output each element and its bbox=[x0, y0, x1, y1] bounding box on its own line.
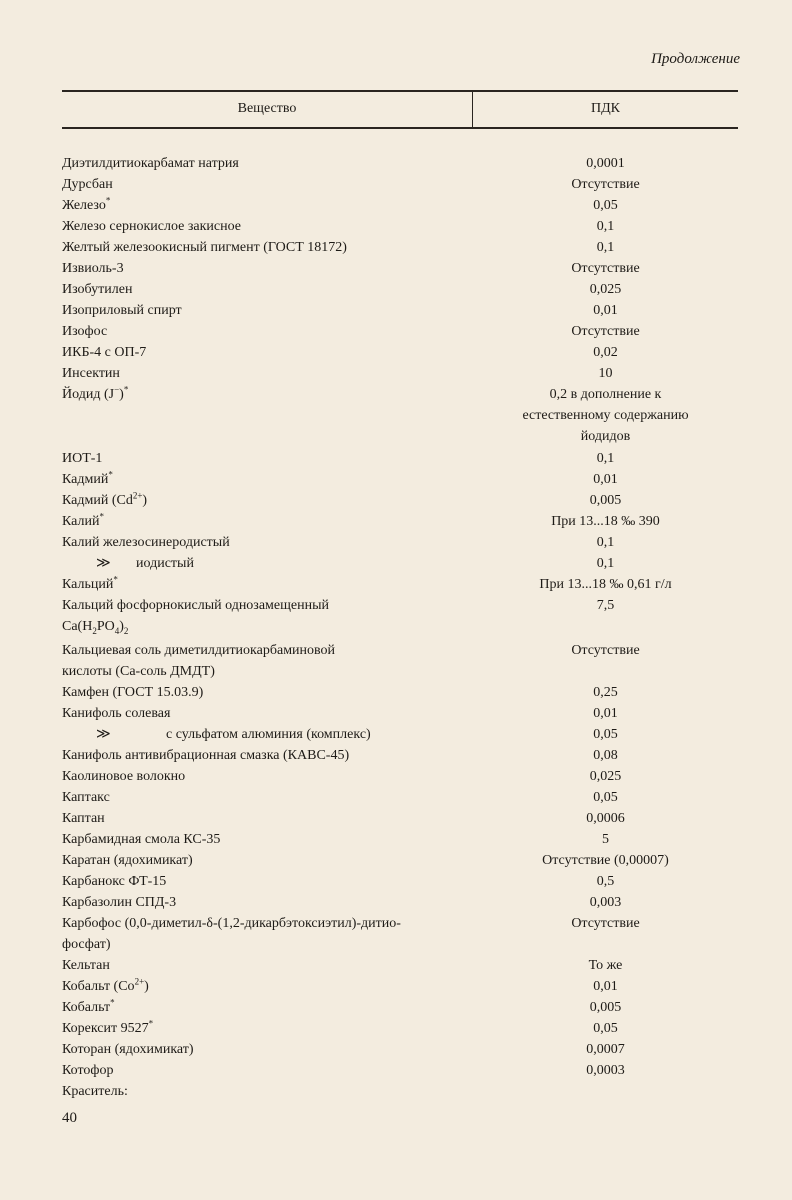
column-header-substance: Вещество bbox=[237, 101, 297, 116]
continuation-label: Продолжение bbox=[651, 51, 740, 67]
column-header-pdk: ПДК bbox=[591, 101, 620, 116]
page-number: 40 bbox=[62, 1110, 77, 1126]
document-page: Продолжение Вещество ПДК Диэтилдитиокарбамат натрия 0,0001 Дурсбан Отсутствие Железо* 0,05 Железо сернокислое закисное 0,1 Желтый железоокисный пигмент (ГОСТ 18172) 0,1 Извиоль-3 Отсутствие Изобутилен 0,025 Изоприловый спирт 0,01 Изофос Отсутствие ИКБ-4 с ОП-7 0,02 Инсектин 10 Йодид (J−)* 0,2 в дополнение к естественному содержанию йодидов ИОТ-1 0,1 Кадмий* 0,01 Кадмий $(Cd^{2+})$ 0,005 Калий* При 13...18 ‰ 390 Калий железосинеродистый 0,1 ≫ иодистый 0,1 Кальций* При 13...18 ‰ 0,61 г/л Кальций фосфорнокислый однозамещенный 7,5 $Ca(H_2PO_4)_2$ Кальциевая соль диметилдитиокарбаминовой Отсутствие кислоты (Са-соль ДМДТ) Камфен (ГОСТ 15.03.9) 0,25 Канифоль солевая 0,01 ≫ с сульфатом алюминия (комплекс) 0,05 Канифоль антивибрационная смазка (КАВС-45) 0,08 Каолиновое волокно 0,025 Каптакс 0,05 Каптан 0,0006 Карбамидная смола КС-35 5 Каратан (ядохимикат) Отсутствие (0,00007) Карбанокс ФТ-15 0,5 Карбазолин СПД-3 0,003 Карбофос (0,0-диметил-δ-(1,2-дикарбэтоксиэтил)-дитио- Отсутствие фосфат) Кельтан То же Кобальт $(Co^{2+})$ 0,01 Кобальт* 0,005 Корексит 9527* 0,05 Которан (ядохимикат) 0,0007 Котофор 0,0003 Краситель: 40 bbox=[62, 51, 740, 1126]
ditto-mark-icon: ≫ bbox=[96, 556, 111, 571]
table-top-rule bbox=[62, 90, 738, 92]
table-header-rule bbox=[62, 127, 738, 129]
ditto-mark-icon: ≫ bbox=[96, 727, 111, 742]
